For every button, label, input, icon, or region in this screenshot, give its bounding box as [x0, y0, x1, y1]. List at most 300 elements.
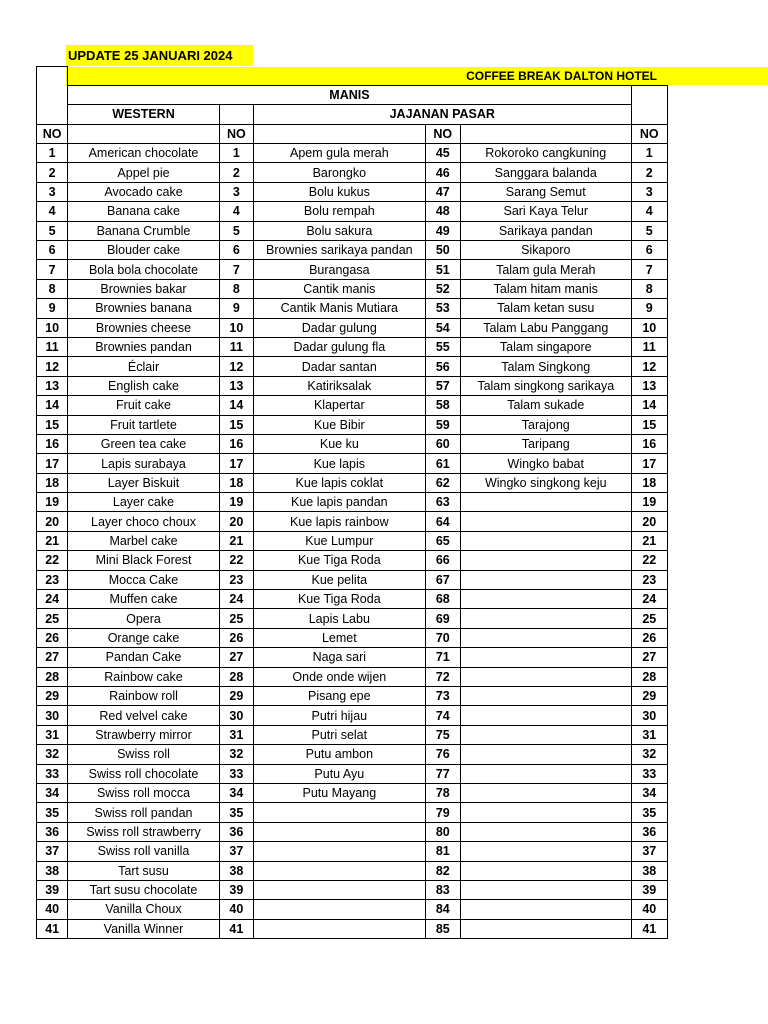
jajanan-no-a: 30 — [219, 706, 253, 725]
jajanan-item-a: Kue lapis pandan — [254, 493, 426, 512]
table-row — [37, 822, 668, 841]
western-no: 11 — [37, 337, 68, 356]
no-header-2: NO — [219, 124, 253, 143]
western-no: 1 — [37, 144, 68, 163]
jajanan-no-b: 58 — [425, 396, 460, 415]
jajanan-no-a: 32 — [219, 745, 253, 764]
jajanan-no-b: 80 — [425, 822, 460, 841]
western-item: Swiss roll pandan — [68, 803, 219, 822]
jajanan-item-b: Sikaporo — [460, 241, 631, 260]
western-item: Fruit tartlete — [68, 415, 219, 434]
western-no: 7 — [37, 260, 68, 279]
jajanan-no-b: 56 — [425, 357, 460, 376]
jajanan-item-a: Burangasa — [254, 260, 426, 279]
jajanan-no-b: 75 — [425, 725, 460, 744]
header-row-sections — [37, 105, 668, 124]
jajanan-item-b — [460, 880, 631, 899]
jajanan-no-a: 13 — [219, 376, 253, 395]
jajanan-item-b — [460, 687, 631, 706]
western-item: Bola bola chocolate — [68, 260, 219, 279]
row-no: 28 — [631, 667, 667, 686]
jajanan-no-b: 78 — [425, 783, 460, 802]
jajanan-header: JAJANAN PASAR — [254, 105, 632, 124]
jajanan-item-a: Bolu kukus — [254, 182, 426, 201]
row-no: 8 — [631, 279, 667, 298]
western-no: 24 — [37, 590, 68, 609]
jajanan-no-b: 77 — [425, 764, 460, 783]
jajanan-no-b: 72 — [425, 667, 460, 686]
table-row — [37, 415, 668, 434]
jajanan-no-a: 22 — [219, 551, 253, 570]
jajanan-item-a — [254, 919, 426, 938]
jajanan-item-a: Onde onde wijen — [254, 667, 426, 686]
western-item: Avocado cake — [68, 182, 219, 201]
western-no: 41 — [37, 919, 68, 938]
row-no: 38 — [631, 861, 667, 880]
jajanan-no-a: 29 — [219, 687, 253, 706]
table-row — [37, 919, 668, 938]
jajanan-item-a: Kue Tiga Roda — [254, 590, 426, 609]
jajanan-item-b — [460, 590, 631, 609]
western-item: Green tea cake — [68, 434, 219, 453]
jajanan-item-a — [254, 900, 426, 919]
jajanan-no-b: 69 — [425, 609, 460, 628]
western-item: Red velvel cake — [68, 706, 219, 725]
western-item: Layer Biskuit — [68, 473, 219, 492]
jajanan-no-b: 64 — [425, 512, 460, 531]
jajanan-item-b — [460, 822, 631, 841]
jajanan-no-b: 85 — [425, 919, 460, 938]
table-row — [37, 900, 668, 919]
jajanan-item-b — [460, 531, 631, 550]
jajanan-item-a — [254, 842, 426, 861]
row-no: 24 — [631, 590, 667, 609]
jajanan-no-a: 8 — [219, 279, 253, 298]
western-no: 37 — [37, 842, 68, 861]
table-row — [37, 357, 668, 376]
jajanan-item-a: Klapertar — [254, 396, 426, 415]
jajanan-item-b: Wingko singkong keju — [460, 473, 631, 492]
western-item: English cake — [68, 376, 219, 395]
jajanan-item-a: Brownies sarikaya pandan — [254, 241, 426, 260]
jajanan-no-a: 17 — [219, 454, 253, 473]
western-no: 6 — [37, 241, 68, 260]
jajanan-no-a: 33 — [219, 764, 253, 783]
western-item: Brownies banana — [68, 299, 219, 318]
western-no: 9 — [37, 299, 68, 318]
jajanan-no-a: 4 — [219, 202, 253, 221]
jajanan-no-b: 79 — [425, 803, 460, 822]
jajanan-no-a: 40 — [219, 900, 253, 919]
jajanan-item-b: Sarang Semut — [460, 182, 631, 201]
header-row-top — [37, 67, 668, 86]
jajanan-item-a: Putri selat — [254, 725, 426, 744]
western-item: Strawberry mirror — [68, 725, 219, 744]
jajanan-item-a — [254, 822, 426, 841]
row-no: 41 — [631, 919, 667, 938]
western-item: Banana cake — [68, 202, 219, 221]
row-no: 27 — [631, 648, 667, 667]
jajanan-item-b: Talam gula Merah — [460, 260, 631, 279]
western-no: 13 — [37, 376, 68, 395]
jajanan-item-a: Dadar santan — [254, 357, 426, 376]
jajanan-no-b: 81 — [425, 842, 460, 861]
table-row — [37, 396, 668, 415]
table-row — [37, 783, 668, 802]
western-item: Layer choco choux — [68, 512, 219, 531]
western-no: 22 — [37, 551, 68, 570]
jajanan-no-a: 19 — [219, 493, 253, 512]
jajanan-item-b: Talam singkong sarikaya — [460, 376, 631, 395]
jajanan-item-a: Cantik manis — [254, 279, 426, 298]
western-no: 36 — [37, 822, 68, 841]
western-item: Orange cake — [68, 628, 219, 647]
jajanan-no-b: 60 — [425, 434, 460, 453]
western-item: Mini Black Forest — [68, 551, 219, 570]
jajanan-no-b: 49 — [425, 221, 460, 240]
corner-cell — [37, 67, 68, 125]
no-header-3: NO — [425, 124, 460, 143]
jajanan-item-b: Wingko babat — [460, 454, 631, 473]
table-row — [37, 493, 668, 512]
western-no: 30 — [37, 706, 68, 725]
jajanan-no-b: 57 — [425, 376, 460, 395]
jajanan-no-a: 12 — [219, 357, 253, 376]
jajanan-no-b: 61 — [425, 454, 460, 473]
row-no: 5 — [631, 221, 667, 240]
western-item: Éclair — [68, 357, 219, 376]
row-no: 6 — [631, 241, 667, 260]
western-header: WESTERN — [68, 105, 219, 124]
jajanan-no-b: 55 — [425, 337, 460, 356]
western-no: 4 — [37, 202, 68, 221]
jajanan-item-a: Kue Bibir — [254, 415, 426, 434]
blank-header-3 — [460, 124, 631, 143]
row-no: 26 — [631, 628, 667, 647]
table-row — [37, 551, 668, 570]
western-no-spacer — [219, 105, 253, 124]
western-no: 23 — [37, 570, 68, 589]
jajanan-no-b: 68 — [425, 590, 460, 609]
jajanan-no-a: 34 — [219, 783, 253, 802]
jajanan-no-a: 10 — [219, 318, 253, 337]
western-item: Swiss roll vanilla — [68, 842, 219, 861]
table-row — [37, 687, 668, 706]
western-item: Brownies cheese — [68, 318, 219, 337]
table-row — [37, 745, 668, 764]
table-row — [37, 376, 668, 395]
jajanan-no-b: 74 — [425, 706, 460, 725]
western-item: Swiss roll — [68, 745, 219, 764]
row-no: 1 — [631, 144, 667, 163]
western-no: 40 — [37, 900, 68, 919]
western-no: 20 — [37, 512, 68, 531]
jajanan-item-b: Talam ketan susu — [460, 299, 631, 318]
jajanan-no-a: 27 — [219, 648, 253, 667]
row-no: 4 — [631, 202, 667, 221]
table-row — [37, 337, 668, 356]
western-no: 17 — [37, 454, 68, 473]
jajanan-no-b: 48 — [425, 202, 460, 221]
jajanan-item-a: Lemet — [254, 628, 426, 647]
category-side-cell — [631, 85, 667, 124]
western-no: 21 — [37, 531, 68, 550]
western-no: 35 — [37, 803, 68, 822]
western-item: Rainbow cake — [68, 667, 219, 686]
jajanan-item-b — [460, 609, 631, 628]
western-no: 29 — [37, 687, 68, 706]
jajanan-item-a: Lapis Labu — [254, 609, 426, 628]
jajanan-no-a: 5 — [219, 221, 253, 240]
jajanan-item-a — [254, 861, 426, 880]
jajanan-no-b: 83 — [425, 880, 460, 899]
jajanan-no-a: 41 — [219, 919, 253, 938]
row-no: 17 — [631, 454, 667, 473]
jajanan-item-b — [460, 551, 631, 570]
jajanan-no-b: 67 — [425, 570, 460, 589]
jajanan-item-b — [460, 725, 631, 744]
jajanan-item-b — [460, 900, 631, 919]
row-no: 29 — [631, 687, 667, 706]
jajanan-no-a: 23 — [219, 570, 253, 589]
jajanan-no-b: 51 — [425, 260, 460, 279]
table-row — [37, 764, 668, 783]
row-no: 19 — [631, 493, 667, 512]
western-item: Fruit cake — [68, 396, 219, 415]
jajanan-item-a: Apem gula merah — [254, 144, 426, 163]
jajanan-no-a: 11 — [219, 337, 253, 356]
table-row — [37, 299, 668, 318]
jajanan-item-b — [460, 783, 631, 802]
row-no: 10 — [631, 318, 667, 337]
jajanan-item-a: Kue lapis rainbow — [254, 512, 426, 531]
row-no: 18 — [631, 473, 667, 492]
table-row — [37, 241, 668, 260]
western-no: 10 — [37, 318, 68, 337]
jajanan-no-b: 46 — [425, 163, 460, 182]
row-no: 32 — [631, 745, 667, 764]
western-item: Blouder cake — [68, 241, 219, 260]
jajanan-no-b: 65 — [425, 531, 460, 550]
row-no: 25 — [631, 609, 667, 628]
jajanan-no-b: 66 — [425, 551, 460, 570]
table-row — [37, 628, 668, 647]
western-no: 3 — [37, 182, 68, 201]
table-row — [37, 842, 668, 861]
western-no: 8 — [37, 279, 68, 298]
jajanan-item-b — [460, 919, 631, 938]
table-row — [37, 279, 668, 298]
jajanan-item-a — [254, 803, 426, 822]
jajanan-no-b: 70 — [425, 628, 460, 647]
jajanan-no-a: 37 — [219, 842, 253, 861]
table-row — [37, 706, 668, 725]
no-header-row — [37, 124, 668, 143]
blank-header-1 — [68, 124, 219, 143]
jajanan-no-b: 62 — [425, 473, 460, 492]
table-row — [37, 318, 668, 337]
table-row — [37, 260, 668, 279]
western-item: Muffen cake — [68, 590, 219, 609]
jajanan-item-a: Putu Ayu — [254, 764, 426, 783]
jajanan-item-b — [460, 493, 631, 512]
western-no: 5 — [37, 221, 68, 240]
jajanan-no-a: 35 — [219, 803, 253, 822]
row-no: 35 — [631, 803, 667, 822]
jajanan-no-a: 21 — [219, 531, 253, 550]
jajanan-no-a: 39 — [219, 880, 253, 899]
table-row — [37, 531, 668, 550]
jajanan-item-a: Cantik Manis Mutiara — [254, 299, 426, 318]
western-item: Swiss roll mocca — [68, 783, 219, 802]
jajanan-item-b — [460, 764, 631, 783]
jajanan-item-a: Bolu rempah — [254, 202, 426, 221]
western-no: 31 — [37, 725, 68, 744]
jajanan-item-b: Taripang — [460, 434, 631, 453]
western-no: 25 — [37, 609, 68, 628]
jajanan-item-a: Naga sari — [254, 648, 426, 667]
jajanan-no-b: 53 — [425, 299, 460, 318]
jajanan-item-b: Talam Singkong — [460, 357, 631, 376]
western-item: Brownies bakar — [68, 279, 219, 298]
table-row — [37, 609, 668, 628]
jajanan-no-a: 15 — [219, 415, 253, 434]
jajanan-no-b: 52 — [425, 279, 460, 298]
hotel-title: COFFEE BREAK DALTON HOTEL — [466, 69, 657, 83]
jajanan-no-a: 24 — [219, 590, 253, 609]
table-row — [37, 182, 668, 201]
jajanan-item-a: Kue pelita — [254, 570, 426, 589]
jajanan-item-b: Sarikaya pandan — [460, 221, 631, 240]
western-no: 18 — [37, 473, 68, 492]
jajanan-item-b — [460, 745, 631, 764]
jajanan-item-b: Talam Labu Panggang — [460, 318, 631, 337]
western-no: 19 — [37, 493, 68, 512]
table-row — [37, 725, 668, 744]
jajanan-item-b: Talam hitam manis — [460, 279, 631, 298]
table-row — [37, 144, 668, 163]
western-item: Rainbow roll — [68, 687, 219, 706]
jajanan-no-a: 2 — [219, 163, 253, 182]
row-no: 13 — [631, 376, 667, 395]
row-no: 39 — [631, 880, 667, 899]
jajanan-item-a: Dadar gulung — [254, 318, 426, 337]
western-no: 33 — [37, 764, 68, 783]
row-no: 9 — [631, 299, 667, 318]
western-item: Pandan Cake — [68, 648, 219, 667]
western-item: Tart susu chocolate — [68, 880, 219, 899]
row-no: 33 — [631, 764, 667, 783]
jajanan-no-a: 9 — [219, 299, 253, 318]
table-row — [37, 163, 668, 182]
no-header-1: NO — [37, 124, 68, 143]
western-no: 39 — [37, 880, 68, 899]
western-item: Marbel cake — [68, 531, 219, 550]
jajanan-no-a: 38 — [219, 861, 253, 880]
jajanan-no-b: 71 — [425, 648, 460, 667]
jajanan-no-a: 16 — [219, 434, 253, 453]
western-item: Mocca Cake — [68, 570, 219, 589]
jajanan-no-a: 14 — [219, 396, 253, 415]
jajanan-no-a: 25 — [219, 609, 253, 628]
table-row — [37, 454, 668, 473]
western-no: 12 — [37, 357, 68, 376]
jajanan-item-b — [460, 861, 631, 880]
jajanan-item-a: Katiriksalak — [254, 376, 426, 395]
jajanan-item-b: Sari Kaya Telur — [460, 202, 631, 221]
western-no: 26 — [37, 628, 68, 647]
no-header-4: NO — [631, 124, 667, 143]
jajanan-item-b: Talam singapore — [460, 337, 631, 356]
jajanan-item-b: Sanggara balanda — [460, 163, 631, 182]
row-no: 34 — [631, 783, 667, 802]
jajanan-item-b — [460, 803, 631, 822]
western-item: Vanilla Choux — [68, 900, 219, 919]
jajanan-item-a: Kue lapis — [254, 454, 426, 473]
row-no: 2 — [631, 163, 667, 182]
jajanan-item-a: Putu Mayang — [254, 783, 426, 802]
row-no: 3 — [631, 182, 667, 201]
jajanan-item-b: Rokoroko cangkuning — [460, 144, 631, 163]
row-no: 15 — [631, 415, 667, 434]
row-no: 11 — [631, 337, 667, 356]
jajanan-no-a: 26 — [219, 628, 253, 647]
row-no: 12 — [631, 357, 667, 376]
table-row — [37, 667, 668, 686]
western-item: Vanilla Winner — [68, 919, 219, 938]
western-no: 34 — [37, 783, 68, 802]
jajanan-no-b: 84 — [425, 900, 460, 919]
table-row — [37, 648, 668, 667]
jajanan-no-b: 47 — [425, 182, 460, 201]
jajanan-no-b: 63 — [425, 493, 460, 512]
western-no: 15 — [37, 415, 68, 434]
western-item: Swiss roll chocolate — [68, 764, 219, 783]
jajanan-item-a: Pisang epe — [254, 687, 426, 706]
category-header: MANIS — [68, 85, 631, 104]
table-row — [37, 202, 668, 221]
jajanan-item-b — [460, 628, 631, 647]
western-item: Lapis surabaya — [68, 454, 219, 473]
jajanan-item-a: Kue lapis coklat — [254, 473, 426, 492]
western-no: 27 — [37, 648, 68, 667]
jajanan-no-a: 31 — [219, 725, 253, 744]
table-row — [37, 880, 668, 899]
jajanan-no-a: 20 — [219, 512, 253, 531]
jajanan-no-b: 82 — [425, 861, 460, 880]
western-no: 2 — [37, 163, 68, 182]
table-row — [37, 590, 668, 609]
jajanan-item-b — [460, 706, 631, 725]
jajanan-no-b: 54 — [425, 318, 460, 337]
western-no: 14 — [37, 396, 68, 415]
header-row-category — [37, 85, 668, 104]
jajanan-item-a: Barongko — [254, 163, 426, 182]
row-no: 21 — [631, 531, 667, 550]
row-no: 31 — [631, 725, 667, 744]
table-row — [37, 861, 668, 880]
row-no: 7 — [631, 260, 667, 279]
western-item: American chocolate — [68, 144, 219, 163]
title-spacer — [68, 67, 668, 86]
table-row — [37, 473, 668, 492]
jajanan-item-b — [460, 570, 631, 589]
jajanan-no-a: 1 — [219, 144, 253, 163]
jajanan-no-a: 28 — [219, 667, 253, 686]
row-no: 36 — [631, 822, 667, 841]
western-no: 38 — [37, 861, 68, 880]
jajanan-no-b: 76 — [425, 745, 460, 764]
